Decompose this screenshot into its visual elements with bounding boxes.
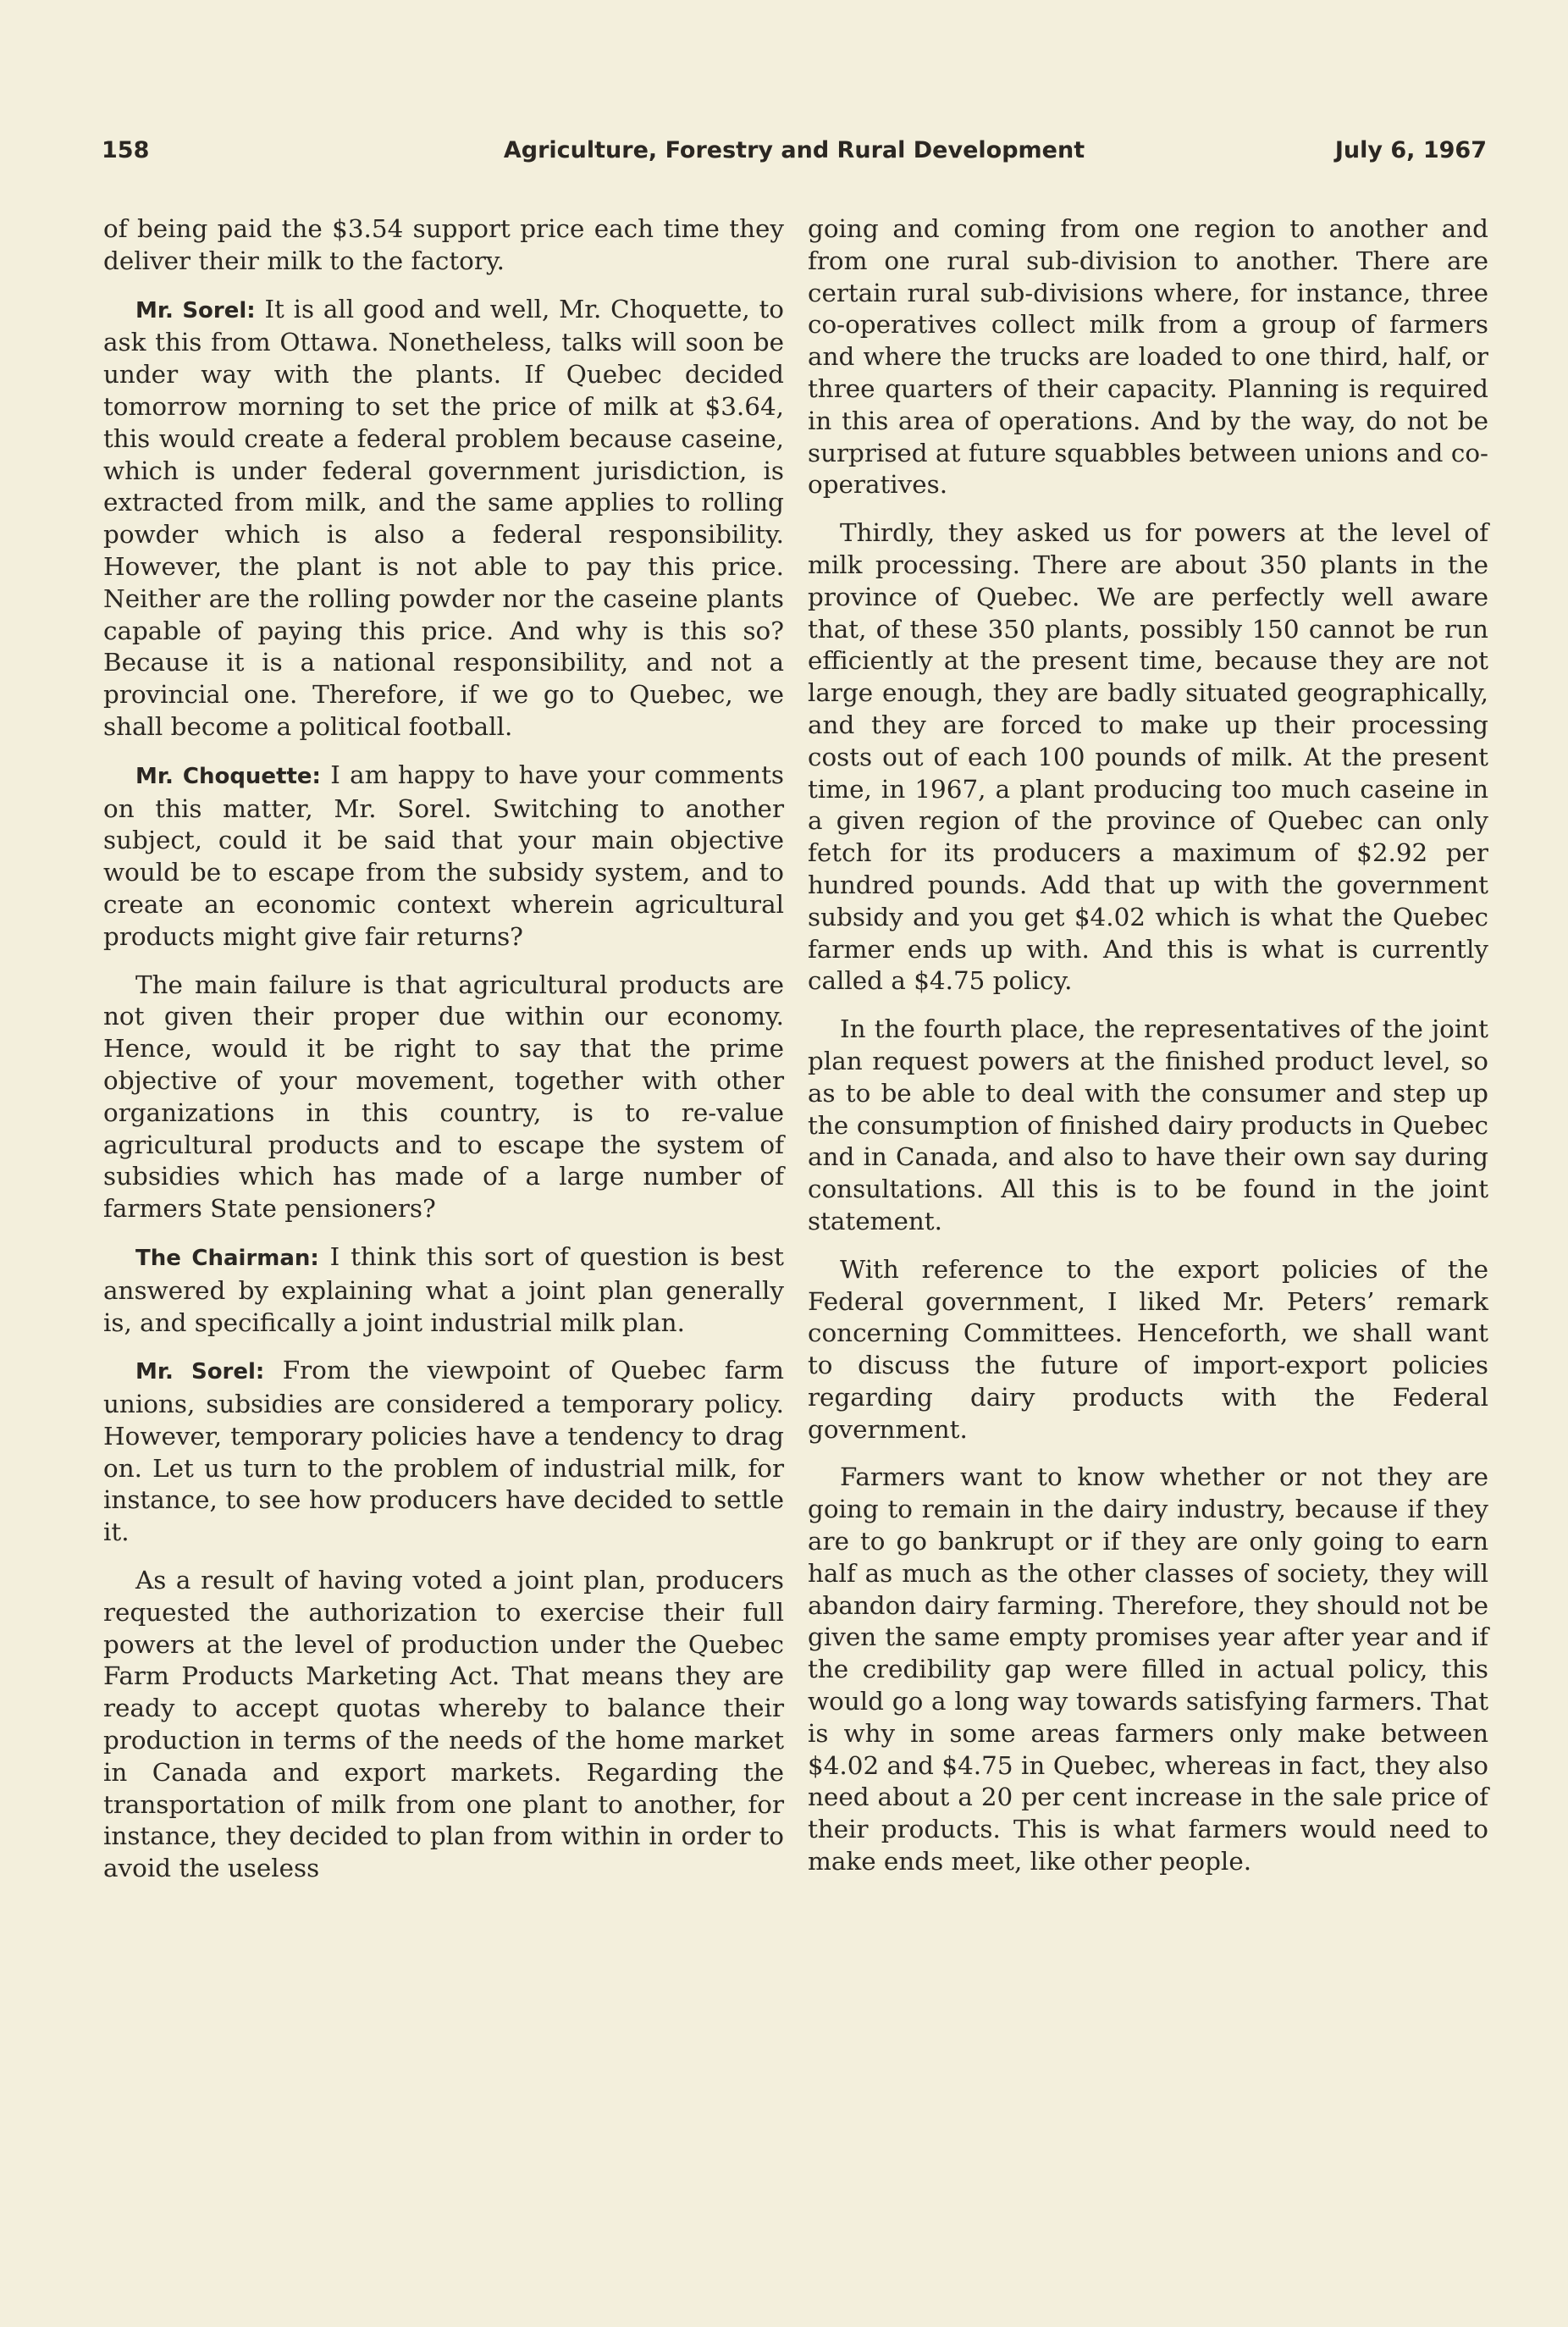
paragraph-text: From the viewpoint of Quebec farm unions, subsidies are considered a temporary policy. However, temporary policies have a tendency to drag on. Let us turn to the problem of industrial milk, for instance, to see how producers have decided to settle it. [103,1356,785,1547]
paragraph-text: I am happy to have your comments on this matter, Mr. Sorel. Switching to another subject, could it be said that your main objective would be to escape from the subsidy system, and to create an economic context wherein agricultural products might give fair returns? [103,760,785,951]
running-header [102,137,1487,171]
paragraph-text: In the fourth place, the representatives of the joint plan request powers at the finished product level, so as to be able to deal with the consumer and step up the consumption of finished dairy products in Quebec and in Canada, and also to have their own say during consultations. All this is to be found in the joint statement. [808,1014,1488,1235]
left-column [103,213,784,1901]
paragraph-text: As a result of having voted a joint plan, producers requested the authorization to exercise their full powers at the level of production under the Quebec Farm Products Marketing Act. That means they are ready to accept quotas whereby to balance their production in terms of the needs of the home market in Canada and export markets. Regarding the transportation of milk from one plant to another, for instance, they decided to plan from within in order to avoid the useless [103,1566,784,1883]
paragraph-text: going and coming from one region to another and from one rural sub-division to another. There are certain rural sub-divisions where, for instance, three co-operatives collect milk from a group of farmers and where the trucks are loaded to one third, half, or three quarters of their capacity. Planning is required in this area of operations. And by the way, do not be surprised at future squabbles between unions and co-operatives. [808,214,1488,500]
paragraph-text: Thirdly, they asked us for powers at the level of milk processing. There are about 350 plants in the province of Quebec. We are perfectly well aware that, of these 350 plants, possibly 150 cannot be run efficiently at the present time, because they are not large enough, they are badly situated geographically, and they are forced to make up their processing costs out of each 100 pounds of milk. At the present time, in 1967, a plant producing too much caseine in a given region of the province of Quebec can only fetch for its producers a maximum of $2.92 per hundred pounds. Add that up with the government subsidy and you get $4.02 which is what the Quebec farmer ends up with. And this is what is currently called a $4.75 policy. [808,518,1488,996]
paragraph [808,213,1488,501]
paragraph-text: of being paid the $3.54 support price each time they deliver their milk to the factory. [103,214,784,275]
header-date: July 6, 1967 [1334,137,1487,163]
speaker-label: The Chairman: [135,1245,319,1271]
paragraph-text: It is all good and well, Mr. Choquette, to ask this from Ottawa. Nonetheless, talks will soon be under way with the plants. If Quebec decided tomorrow morning to set the price of milk at $3.64, this would create a federal problem because caseine, which is under federal government jurisdiction, is extracted from milk, and the same applies to rolling powder which is also a federal responsibility. However, the plant is not able to pay this price. Neither are the rolling powder nor the caseine plants capable of paying this price. And why is this so? Because it is a national responsibility, and not a provincial one. Therefore, if we go to Quebec, we shall become a political football. [103,294,784,741]
paragraph-text: I think this sort of question is best answered by explaining what a joint plan generally is, and specifically a joint industrial milk plan. [103,1241,784,1337]
paragraph [103,760,784,953]
paragraph [103,1565,784,1885]
page-number: 158 [102,137,150,163]
paragraph [808,1462,1488,1877]
publication-title: Agriculture, Forestry and Rural Development [503,137,1085,163]
right-column [808,213,1488,1894]
paragraph [103,294,784,743]
speaker-label: Mr. Choquette: [135,763,321,789]
paragraph-text: The main failure is that agricultural products are not given their proper due within our economy. Hence, would it be right to say that the prime objective of your movement, together with other organizations in this country, is to re-value agricultural products and to escape the system of subsidies which has made of a large number of farmers State pensioners? [103,970,784,1224]
paragraph [808,1254,1488,1446]
speaker-label: Mr. Sorel: [135,297,256,323]
paragraph-text: With reference to the export policies of the Federal government, I liked Mr. Peters’ remark concerning Committees. Henceforth, we shall want to discuss the future of import-export policies regarding dairy products with the Federal government. [808,1254,1488,1444]
paragraph [103,213,784,278]
paragraph-text: Farmers want to know whether or not they are going to remain in the dairy industry, because if they are to go bankrupt or if they are only going to earn half as much as the other classes of society, they will abandon dairy farming. Therefore, they should not be given the same empty promises year after year and if the credibility gap were filled in actual policy, this would go a long way towards satisfying farmers. That is why in some areas farmers only make between $4.02 and $4.75 in Quebec, whereas in fact, they also need about a 20 per cent increase in the sale price of their products. This is what farmers would need to make ends meet, like other people. [808,1462,1488,1877]
paragraph [808,517,1488,998]
paragraph [808,1014,1488,1238]
paragraph [103,1355,784,1549]
paragraph [103,970,784,1225]
paragraph [103,1241,784,1339]
speaker-label: Mr. Sorel: [135,1359,265,1385]
